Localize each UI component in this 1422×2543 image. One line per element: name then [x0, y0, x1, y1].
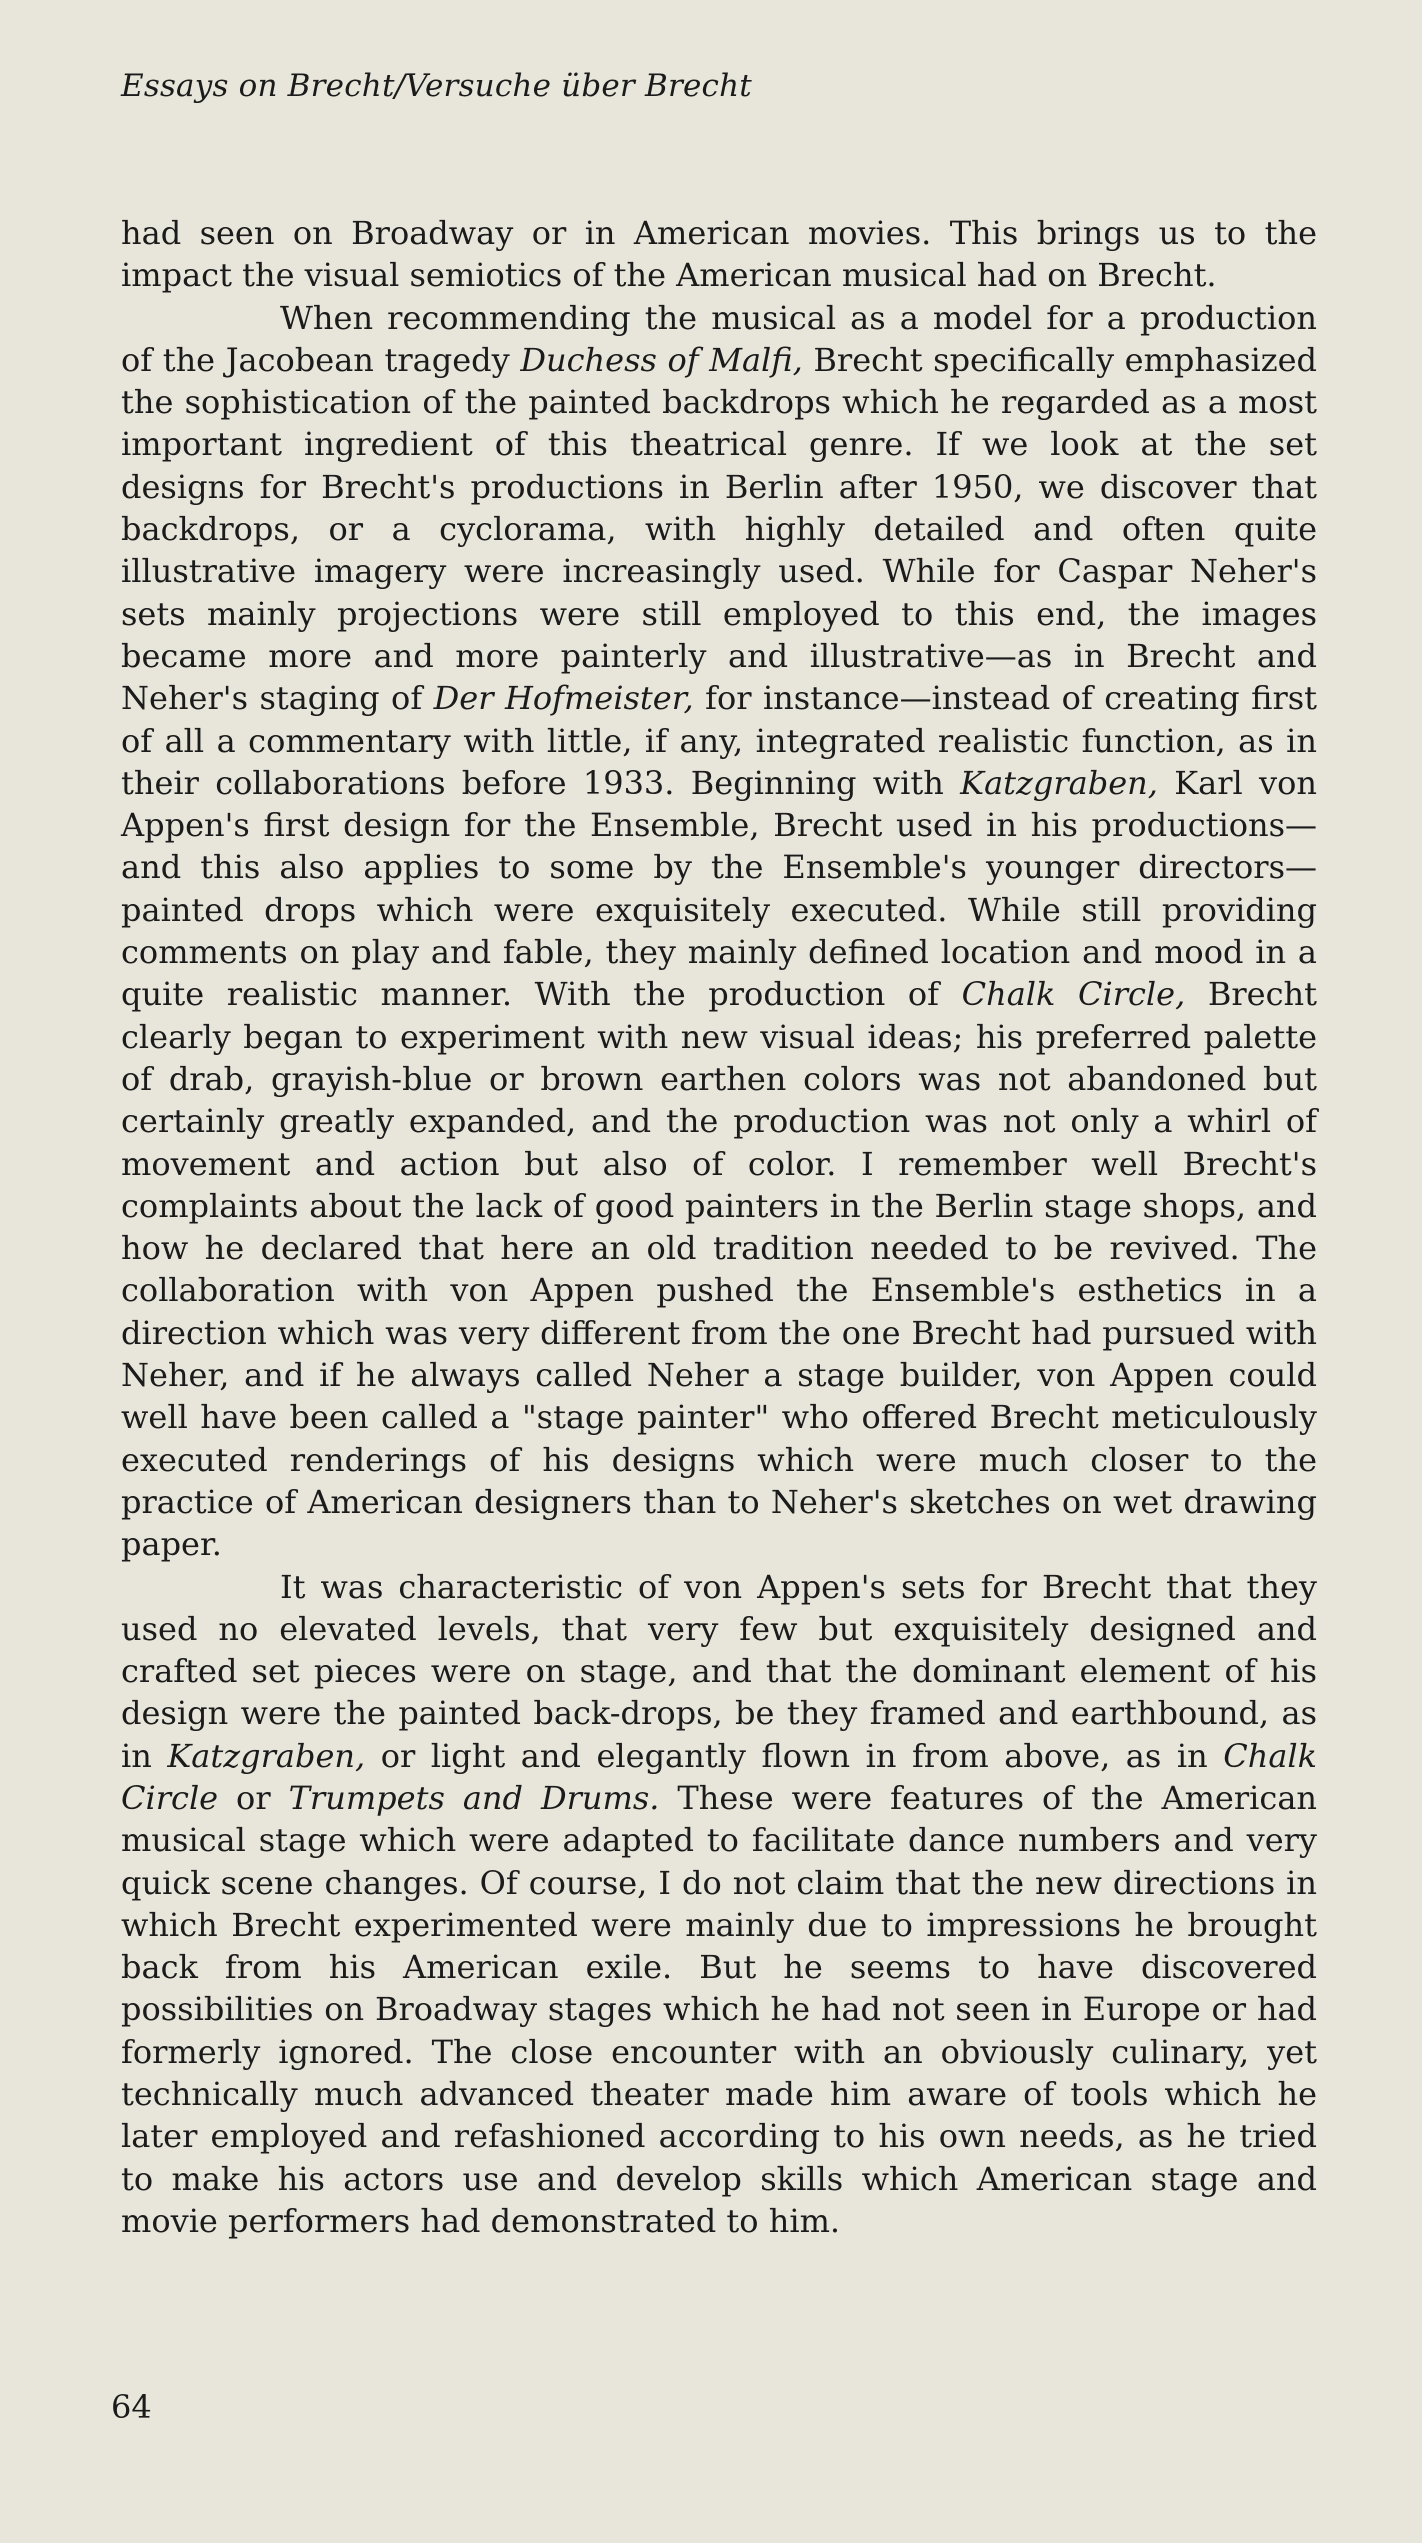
paragraph-3-text-4: These were features of the American musical stage which were adapted to facilitate dance numbers and very quick scene changes. Of course, I do not claim that the new directions in which Brecht experimented were mainly due to impressions he brought back from his American exile. But he seems to have discovered possibilities on Broadway stages which he had not seen in Europe or had formerly ignored. The close encounter with an obviously culinary, yet technically much advanced theater made him aware of tools which he later employed and refashioned according to his own needs, as he tried to make his actors use and develop skills which American stage and movie performers had demonstrated to him.	[121, 1778, 1318, 2240]
title-chalk-circle: Chalk Circle,	[961, 975, 1186, 1014]
paragraph-2-text-4: Karl von Appen's first design for the Ensemble, Brecht used in his productions—and this also applies to some by the Ensemble's younger directors—painted drops which were exquisitely executed. While still providing comments on play and fable, they mainly defined location and mood in a quite realistic manner. With the production of	[121, 763, 1318, 1014]
title-der-hofmeister: Der Hofmeister,	[433, 679, 694, 718]
paragraph-2-text-2: Brecht specifically emphasized the sophistication of the painted backdrops which he regarded as a most important ingredient of this theatrical genre. If we look at the set designs for Brecht's productions in Berlin after 1950, we discover that backdrops, or a cyclorama, with highly detailed and often quite illustrative imagery were increasingly used. While for Caspar Neher's sets mainly projections were still employed to this end, the images became more and more painterly and illustrative—as in Brecht and Neher's staging of	[121, 340, 1318, 718]
paragraph-3-text-2: or light and elegantly flown in from above, as in	[365, 1736, 1224, 1775]
paragraph-2-text-1: When recommending the musical as a model for a production of the Jacobean tragedy	[121, 298, 1317, 379]
paragraph-2	[121, 297, 1317, 1566]
paragraph-3-text-3: or	[218, 1778, 289, 1817]
paragraph-2-text-5: Brecht clearly began to experiment with new visual ideas; his preferred palette of drab, grayish-blue or brown earthen colors was not abandoned but certainly greatly expanded, and the production was not only a whirl of movement and action but also of color. I remember well Brecht's complaints about the lack of good painters in the Berlin stage shops, and how he declared that here an old tradition needed to be revived. The collaboration with von Appen pushed the Ensemble's esthetics in a direction which was very different from the one Brecht had pursued with Neher, and if he always called Neher a stage builder, von Appen could well have been called a "stage painter" who offered Brecht meticulously executed renderings of his designs which were much closer to the practice of American designers than to Neher's sketches on wet drawing paper.	[121, 975, 1318, 1564]
title-duchess-of-malfi: Duchess of Malfi,	[520, 340, 803, 379]
paragraph-1-text-1: had seen on Broadway or in American movies. This brings us to the impact the visual semiotics of the American musical had on Brecht.	[121, 214, 1317, 295]
paragraph-3	[121, 1566, 1317, 2243]
title-trumpets-and-drums: Trumpets and Drums.	[288, 1778, 660, 1817]
body-text	[121, 212, 1317, 2242]
paragraph-1	[121, 212, 1317, 297]
title-katzgraben: Katzgraben,	[960, 763, 1158, 802]
paragraph-2-text-3: for instance—instead of creating first of all a commentary with little, if any, integrated realistic function, as in their collaborations before 1933. Beginning with	[121, 679, 1318, 802]
title-katzgraben-2: Katzgraben,	[167, 1736, 366, 1775]
title-chalk-circle-2: Chalk Circle	[121, 1736, 1318, 1817]
page-number: 64	[111, 2388, 152, 2426]
paragraph-3-text-1: It was characteristic of von Appen's sets for Brecht that they used no elevated levels, that very few but exquisitely designed and crafted set pieces were on stage, and that the dominant element of his design were the painted back-drops, be they framed and earthbound, as in	[121, 1567, 1317, 1775]
running-header: Essays on Brecht/Versuche über Brecht	[121, 68, 752, 104]
